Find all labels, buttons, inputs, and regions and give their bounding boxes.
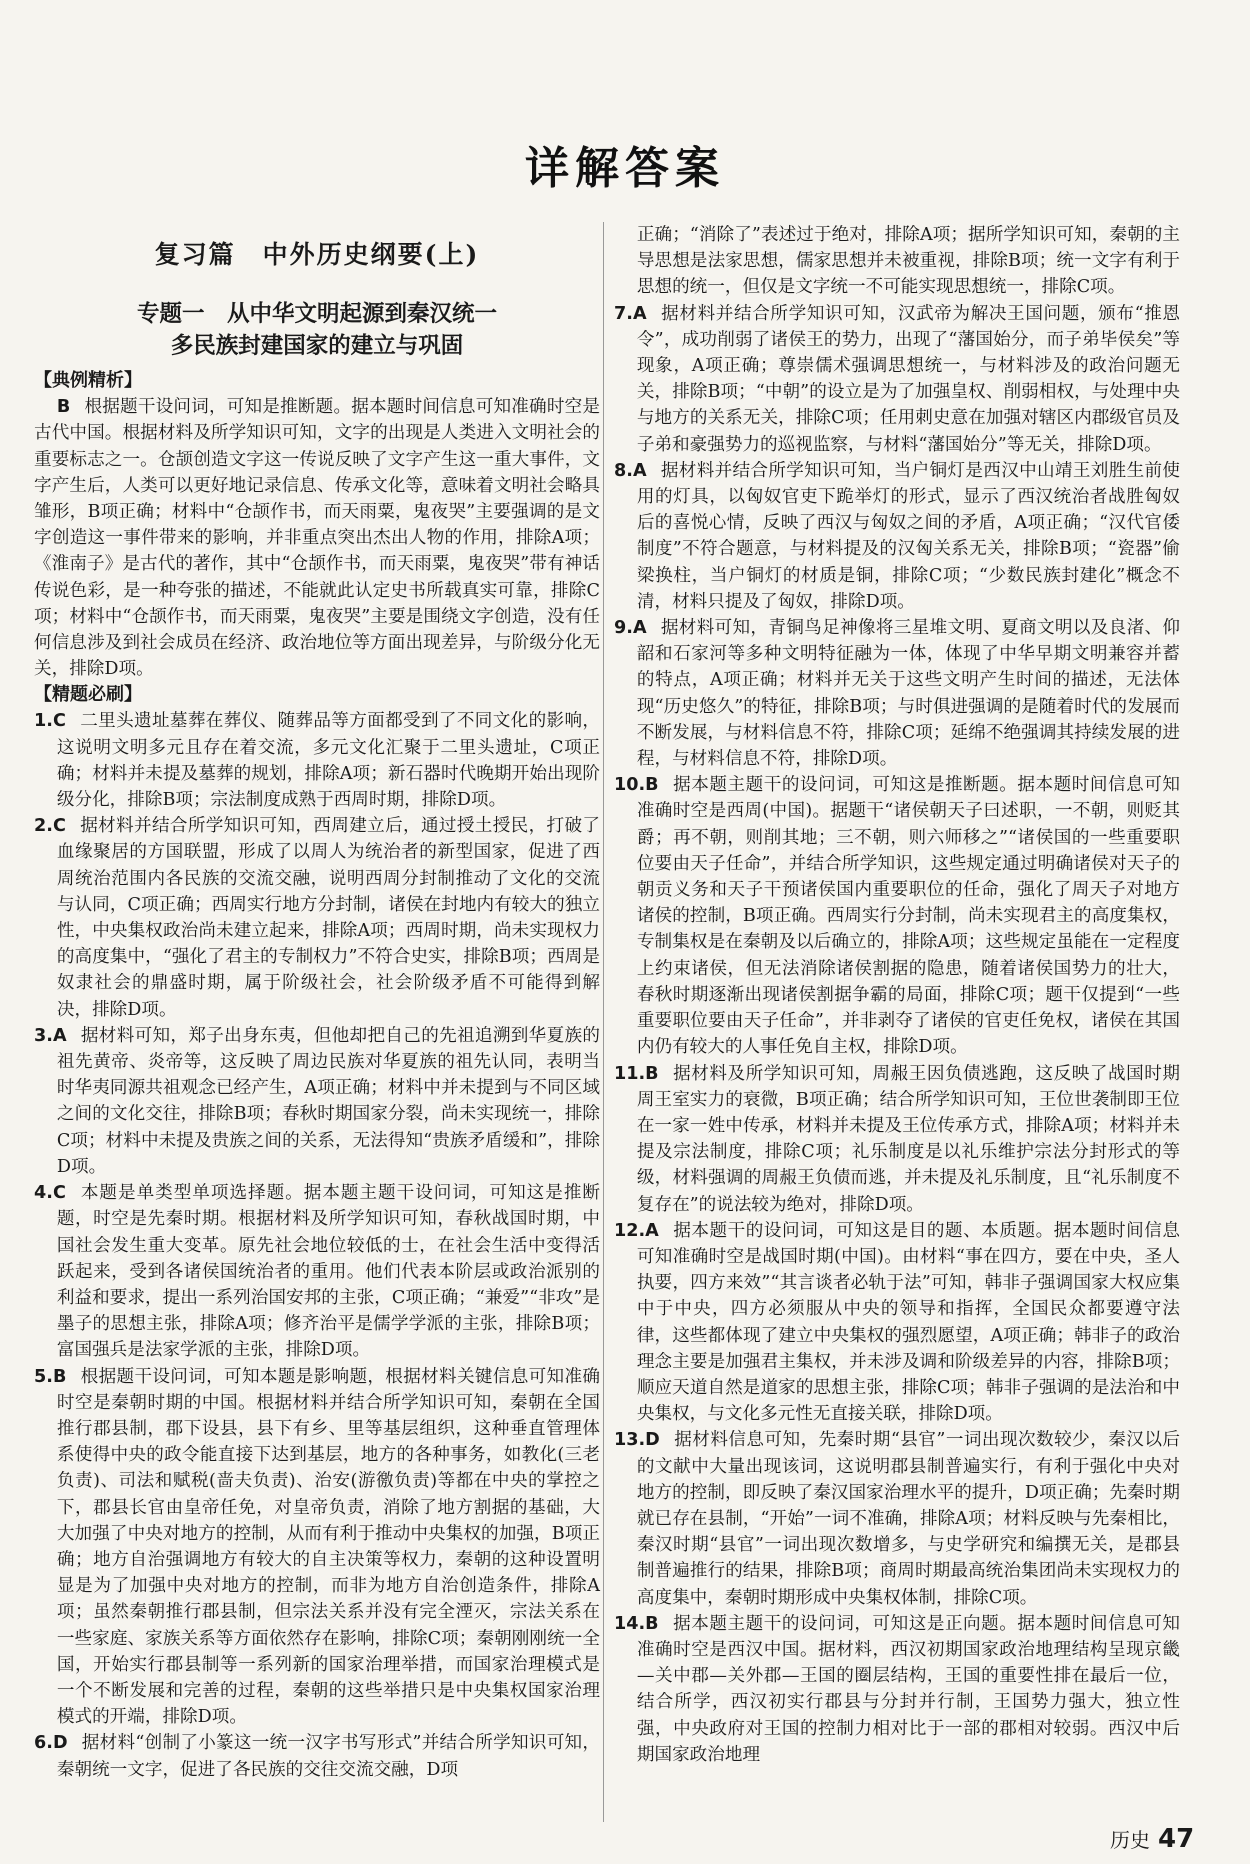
answer-item [34,708,600,813]
answer-letter: A [645,1220,659,1241]
question-number: 11. [614,1063,646,1084]
answer-text: 据材料并结合所学知识可知，汉武帝为解决王国问题，颁布“推恩令”，成功削弱了诸侯王的势力，出现了“藩国始分，而子弟毕侯矣”等现象，A项正确；尊崇儒术强调思想统一，与材料涉及的政治问题无关，排除B项；“中朝”的设立是为了加强皇权、削弱相权，与处理中央与地方的关系无关，排除C项；任用刺史意在加强对辖区内郡级官员及子弟和豪强势力的巡视监察，与材料“藩国始分”等无关，排除D项。 [636,303,1180,455]
answer-item [34,1023,600,1180]
question-number: 7. [614,303,633,324]
page-title: 详解答案 [525,143,725,194]
question-number: 6. [34,1733,53,1754]
answer-letter: A [632,460,647,481]
column-divider [603,222,604,1822]
question-number: 13. [614,1430,646,1451]
answer-list-left [34,708,600,1782]
answer-letter: A [632,303,647,324]
answer-item [614,1427,1180,1610]
answer-letter: B [645,1613,659,1634]
answer-text: 二里头遗址墓葬在葬仪、随葬品等方面都受到了不同文化的影响，这说明文明多元且存在着交流，多元文化汇聚于二里头遗址，C项正确；材料并未提及墓葬的规划，排除A项；新石器时代晚期开始出现阶级分化，排除B项；宗法制度成熟于西周时期，排除D项。 [56,711,600,811]
part-title: 复习篇 中外历史纲要(上) [154,240,480,269]
answer-list-right [614,301,1180,1768]
answer-letter: C [52,1183,66,1204]
question-number: 8. [614,460,633,481]
answer-text: 据材料可知，青铜鸟足神像将三星堆文明、夏商文明以及良渚、仰韶和石家河等多种文明特征融为一体，体现了中华早期文明兼容并蓄的特点，A项正确；材料并无关于这些文明产生时间的描述，无法体现“历史悠久”的特征，排除B项；与时俱进强调的是随着时代的发展而不断发展，与材料信息不符，排除C项；延绵不绝强调其持续发展的进程，与材料信息不符，排除D项。 [636,618,1180,770]
answer-item [34,1364,600,1731]
answer-letter: B [56,397,71,418]
right-column [614,222,1180,1768]
answer-item [614,458,1180,615]
answer-item [614,1611,1180,1768]
section-header-example: 【典例精析】 [34,370,142,392]
answer-text: 据本题主题干的设问词，可知这是推断题。据本题时间信息可知准确时空是西周(中国)。据题干“诸侯朝天子曰述职，一不朝，则贬其爵；再不朝，则削其地；三不朝，则六师移之”“诸侯国的一些重要职位要由天子任命”，并结合所学知识，这些规定通过明确诸侯对天子的朝贡义务和天子干预诸侯国内重要职位的任命，强化了周天子对地方诸侯的控制，B项正确。西周实行分封制，尚未实现君主的高度集权，专制集权是在秦朝及以后确立的，排除A项；这些规定虽能在一定程度上约束诸侯，但无法消除诸侯割据的隐患，随着诸侯国势力的壮大，春秋时期逐渐出现诸侯割据争霸的局面，排除C项；题干仅提到“一些重要职位要由天子任命”，并非剥夺了诸侯的官吏任免权，诸侯在其国内仍有较大的人事任免自主权，排除D项。 [636,775,1180,1058]
question-number: 10. [614,775,646,796]
answer-item [34,1180,600,1363]
answer-text: 据材料可知，郑子出身东夷，但他却把自己的先祖追溯到华夏族的祖先黄帝、炎帝等，这反映了周边民族对华夏族的祖先认同，表明当时华夷同源共祖观念已经产生，A项正确；材料中并未提到与不同区域之间的文化交往，排除B项；春秋时期国家分裂，尚未实现统一，排除C项；材料中未提及贵族之间的关系，无法得知“贵族矛盾缓和”，排除D项。 [56,1025,600,1177]
topic-title-line-2: 多民族封建国家的建立与巩固 [170,333,464,360]
question-number: 1. [34,711,53,732]
section-header-practice: 【精题必刷】 [34,684,142,706]
page-number: 47 [1158,1824,1195,1854]
answer-letter: C [52,711,66,732]
answer-letter: A [52,1025,67,1046]
answer-text: 据材料信息可知，先秦时期“县官”一词出现次数较少，秦汉以后的文献中大量出现该词，这说明郡县制普遍实行，有利于强化中央对地方的控制，即反映了秦汉国家治理水平的提升，D项正确；先秦时期就已存在县制，“开始”一词不准确，排除A项；材料反映与先秦相比，秦汉时期“县官”一词出现次数增多，与史学研究和编撰无关，是郡县制普遍推行的结果，排除B项；商周时期最高统治集团尚未实现权力的高度集中，秦朝时期形成中央集权体制，排除C项。 [636,1430,1180,1608]
answer-item [614,772,1180,1060]
answer-text: 根据题干设问词，可知是推断题。据本题时间信息可知准确时空是古代中国。根据材料及所学知识可知，文字的出现是人类进入文明社会的重要标志之一。仓颉创造文字这一传说反映了文字产生这一重大事件，文字产生后，人类可以更好地记录信息、传承文化等，意味着文明社会略具雏形，B项正确；材料中“仓颉作书，而天雨粟，鬼夜哭”主要强调的是文字创造这一事件带来的影响，并非重点突出杰出人物的作用，排除A项；《淮南子》是古代的著作，其中“仓颉作书，而天雨粟，鬼夜哭”带有神话传说色彩，是一种夸张的描述，不能就此认定史书所载真实可靠，排除C项；材料中“仓颉作书，而天雨粟，鬼夜哭”主要是围绕文字创造，没有任何信息涉及到社会成员在经济、政治地位等方面出现差异，与阶级分化无关，排除D项。 [34,397,600,680]
question-number: 4. [34,1183,53,1204]
answer-text: 据材料“创制了小篆这一统一汉字书写形式”并结合所学知识可知，秦朝统一文字，促进了各民族的交往交流交融，D项 [56,1733,600,1780]
question-number: 5. [34,1366,53,1387]
topic-title-line-1: 专题一 从中华文明起源到秦汉统一 [136,301,497,328]
page-footer [1110,1824,1194,1854]
answer-item [34,813,600,1023]
answer-text: 据本题主题干的设问词，可知这是正向题。据本题时间信息可知准确时空是西汉中国。据材料，西汉初期国家政治地理结构呈现京畿—关中郡—关外郡—王国的圈层结构，王国的重要性排在最后一位，结合所学，西汉初实行郡县与分封并行制，王国势力强大，独立性强，中央政府对王国的控制力相对比于一部的郡相对较弱。西汉中后期国家政治地理 [636,1613,1180,1765]
answer-letter: B [645,775,659,796]
answer-text: 根据题干设问词，可知本题是影响题，根据材料关键信息可知准确时空是秦朝时期的中国。根据材料并结合所学知识可知，秦朝在全国推行郡县制，郡下设县，县下有乡、里等基层组织，这种垂直管理体系使得中央的政令能直接下达到基层，地方的各种事务，如教化(三老负责)、司法和赋税(啬夫负责)、治安(游徼负责)等都在中央的掌控之下，郡县长官由皇帝任免，对皇帝负责，消除了地方割据的基础，大大加强了中央对地方的控制，从而有利于推动中央集权的加强，B项正确；地方自治强调地方有较大的自主决策等权力，秦朝的这种设置明显是为了加强中央对地方的控制，而非为地方自治创造条件，排除A项；虽然秦朝推行郡县制，但宗法关系并没有完全湮灭，宗法关系在一些家庭、家族关系等方面依然存在影响，排除C项；秦朝刚刚统一全国，开始实行郡县制等一系列新的国家治理举措，而国家治理模式是一个不断发展和完善的过程，秦朝的这些举措只是中央集权国家治理模式的开端，排除D项。 [56,1366,600,1728]
continuation-text: 正确；“消除了”表述过于绝对，排除A项；据所学知识可知，秦朝的主导思想是法家思想，儒家思想并未被重视，排除B项；统一文字有利于思想的统一，但仅是文字统一不可能实现思想统一，排除C项。 [636,225,1180,298]
answer-letter: D [52,1733,68,1754]
footer-subject: 历史 [1110,1828,1150,1852]
answer-letter: D [645,1430,660,1451]
question-number: 12. [614,1220,646,1241]
answer-letter: C [52,816,66,837]
answer-text: 据材料并结合所学知识可知，当户铜灯是西汉中山靖王刘胜生前使用的灯具，以匈奴官吏下跪举灯的形式，显示了西汉统治者战胜匈奴后的喜悦心情，反映了西汉与匈奴之间的矛盾，A项正确；“汉代官倭制度”不符合题意，与材料提及的汉匈关系无关，排除B项；“瓷器”偷梁换柱，当户铜灯的材质是铜，排除C项；“少数民族封建化”概念不清，材料只提及了匈奴，排除D项。 [636,460,1180,612]
topic-title [34,298,600,362]
answer-item [614,1061,1180,1218]
answer-text: 据本题干的设问词，可知这是目的题、本质题。据本题时间信息可知准确时空是战国时期(中国)。由材料“事在四方，要在中央，圣人执要，四方来效”“其言谈者必轨于法”可知，韩非子强调国家大权应集中于中央，四方必须服从中央的领导和指挥，全国民众都要遵守法律，这些都体现了建立中央集权的强烈愿望，A项正确；韩非子的政治理念主要是加强君主集权，并未涉及调和阶级差异的内容，排除B项；顺应天道自然是道家的思想主张，排除C项；韩非子强调的是法治和中央集权，与文化多元性无直接关联，排除D项。 [636,1220,1180,1425]
question-number: 14. [614,1613,646,1634]
question-number: 2. [34,816,53,837]
question-number: 3. [34,1025,53,1046]
answer-item [614,615,1180,772]
answer-item [614,301,1180,458]
answer-item [34,1730,600,1782]
answer-text: 据材料及所学知识可知，周赧王因负债逃跑，这反映了战国时期周王室实力的衰微，B项正确；结合所学知识可知，王位世袭制即王位在一家一姓中传承，材料并未提及王位传承方式，排除A项；材料并未提及宗法制度，排除C项；礼乐制度是以礼乐维护宗法分封形式的等级，材料强调的周赧王负债而逃，并未提及礼乐制度，且“礼乐制度不复存在”的说法较为绝对，排除D项。 [636,1063,1180,1215]
question-number: 9. [614,618,633,639]
example-answer [34,394,600,682]
answer-letter: B [52,1366,67,1387]
answer-text: 据材料并结合所学知识可知，西周建立后，通过授土授民，打破了血缘聚居的方国联盟，形成了以周人为统治者的新型国家，促进了西周统治范围内各民族的交流交融，说明西周分封制推动了文化的交流与认同，C项正确；西周实行地方分封制，诸侯在封地内有较大的独立性，中央集权政治尚未建立起来，排除A项；西周时期，尚未实现权力的高度集中，“强化了君主的专制权力”不符合史实，排除B项；西周是奴隶社会的鼎盛时期，属于阶级社会，社会阶级矛盾不可能得到解决，排除D项。 [56,816,600,1020]
answer-item [614,1218,1180,1428]
answer-text: 本题是单类型单项选择题。据本题主题干设问词，可知这是推断题，时空是先秦时期。根据材料及所学知识可知，春秋战国时期，中国社会发生重大变革。原先社会地位较低的士，在社会生活中变得活跃起来，受到各诸侯国统治者的重用。他们代表本阶层或政治派别的利益和要求，提出一系列治国安邦的主张，C项正确；“兼爱”“非攻”是墨子的思想主张，排除A项；修齐治平是儒学学派的主张，排除B项；富国强兵是法家学派的主张，排除D项。 [56,1183,600,1361]
left-column [34,222,600,1783]
answer-letter: A [632,618,647,639]
answer-letter: B [645,1063,659,1084]
